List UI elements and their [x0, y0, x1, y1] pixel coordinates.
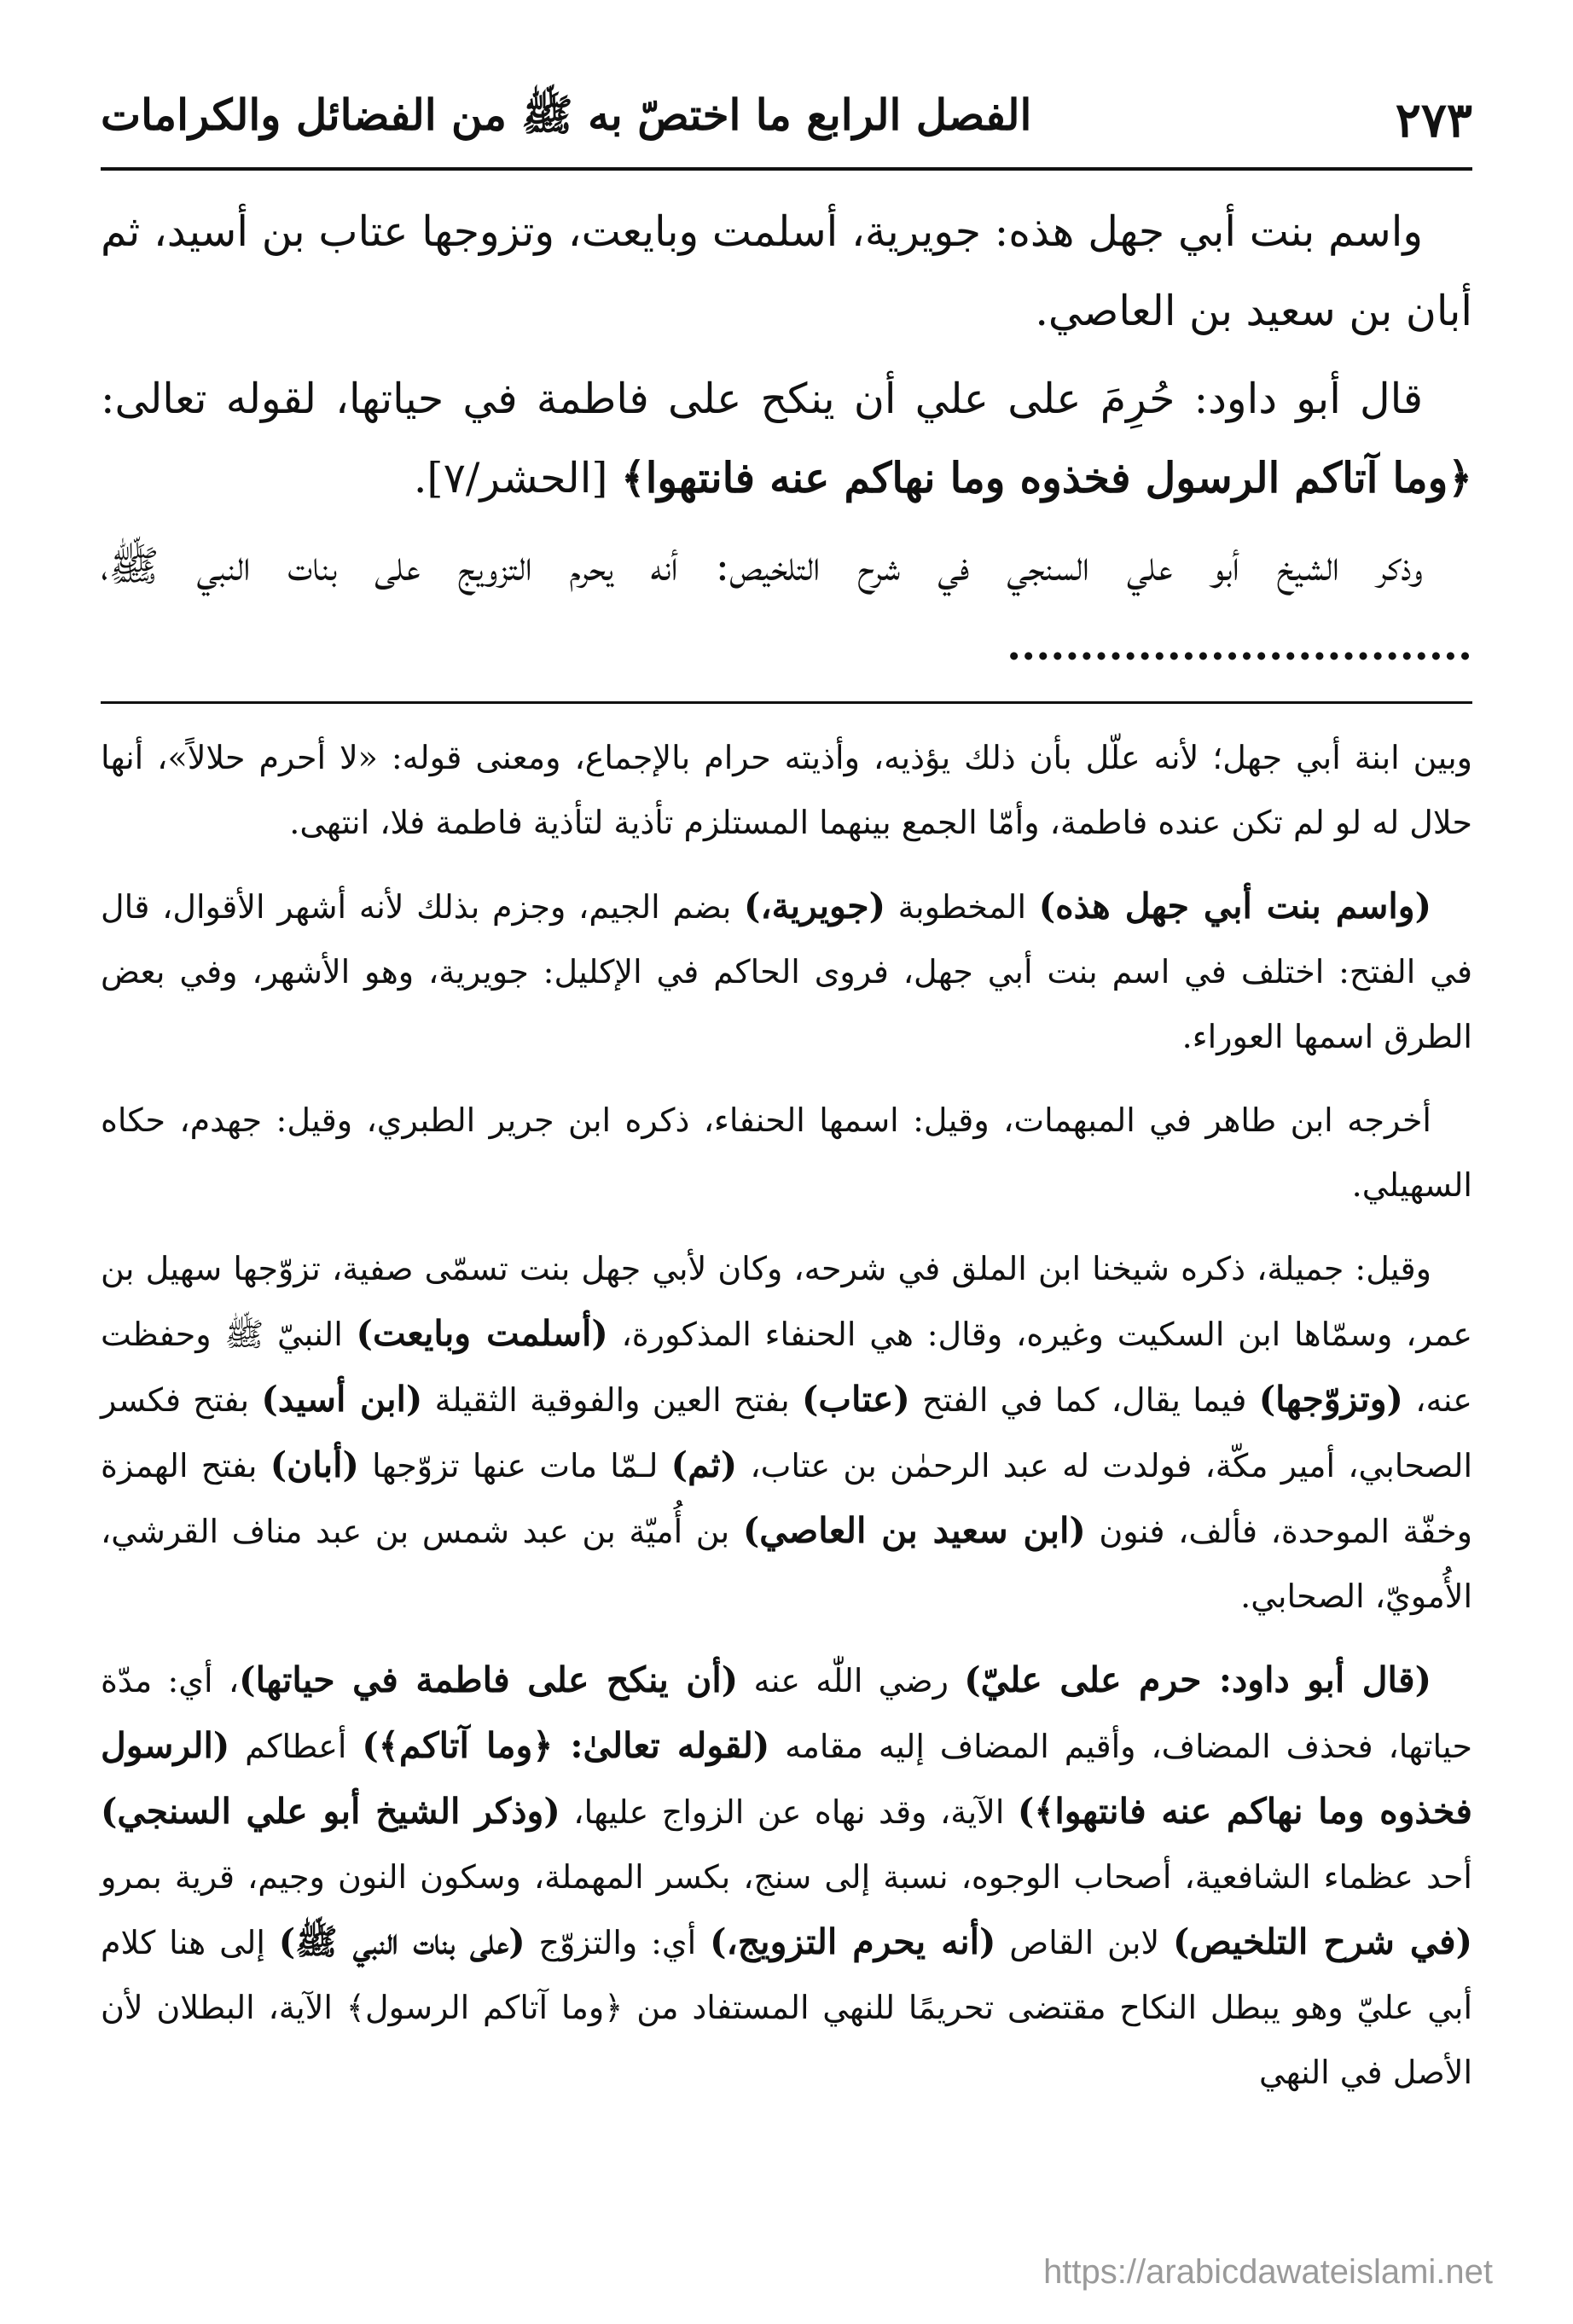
- matn-quote: (لقوله تعالىٰ: ﴿وما آتاكم﴾): [362, 1725, 770, 1766]
- commentary-paragraph: [101, 874, 1472, 1069]
- matn-quote: (أن ينكح على فاطمة في حياتها): [239, 1659, 739, 1700]
- commentary-run: بفتح فكسر الصحابي، أمير مكّة، فولدت له عبد الرحمٰن بن عتاب،: [101, 1381, 1473, 1484]
- commentary-run: أخرجه ابن طاهر في المبهمات، وقيل: اسمها الحنفاء، ذكره ابن جرير الطبري، وقيل: جهدم، حكاه السهيلي.: [101, 1101, 1472, 1204]
- verse-reference: [الحشر/٧].: [413, 454, 608, 503]
- matn-quote: (جويرية،): [743, 886, 885, 927]
- commentary-run: بفتح العين والفوقية الثقيلة: [422, 1381, 803, 1419]
- footnote-separator: [101, 701, 1472, 704]
- matn-quote: (ابن أسيد): [261, 1379, 423, 1420]
- commentary-paragraph: [101, 1088, 1472, 1217]
- commentary-paragraph: [101, 1647, 1472, 2105]
- commentary-run: بضم الجيم، وجزم بذلك لأنه أشهر الأقوال، قال في الفتح: اختلف في اسم بنت أبي جهل، فروى الحاكم في الإكليل: جويرية، وهو الأشهر، وفي بعض الطرق اسمها العوراء.: [101, 888, 1472, 1055]
- commentary-run: الآية، وقد نهاه عن الزواج عليها،: [560, 1793, 1018, 1831]
- matn-paragraph: [101, 359, 1472, 518]
- matn-text: وذكر الشيخ أبو علي السنجي في شرح التلخيص: أنه يحرم التزويج على بنات النبي ﷺ،: [101, 542, 1423, 590]
- commentary-run: وبين ابنة أبي جهل؛ لأنه علّل بأن ذلك يؤذيه، وأذيته حرام بالإجماع، ومعنى قوله: «لا أحرم حلالاً»، أنها حلال له لو لم تكن عنده فاطمة، وأمّا الجمع بينهما المستلزم تأذية لتأذية فاطمة فلا، انتهى.: [101, 739, 1472, 841]
- commentary-run: ، أي: مدّة حياتها، فحذف المضاف، وأقيم المضاف إليه مقامه: [101, 1662, 1472, 1765]
- commentary-run: فيما يقال، كما في الفتح: [909, 1381, 1259, 1419]
- commentary-text: [101, 725, 1472, 2124]
- commentary-run: وقيل: جميلة، ذكره شيخنا ابن الملق في شرحه، وكان لأبي جهل بنت تسمّى صفية، تزوّجها سهيل بن عمر، وسمّاها ابن السكيت وغيره، وقال: هي الحنفاء المذكورة،: [101, 1250, 1473, 1353]
- commentary-paragraph: [101, 725, 1472, 855]
- matn-quote: (أنه يحرم التزويج،): [710, 1921, 996, 1962]
- matn-quote: (أسلمت وبايعت): [356, 1313, 608, 1354]
- matn-quote: (على بنات النبي ﷺ): [278, 1921, 525, 1962]
- commentary-run: لـمّا مات عنها تزوّجها: [358, 1447, 671, 1484]
- matn-text: واسم بنت أبي جهل هذه: جويرية، أسلمت وبايعت، وتزوجها عتاب بن أسيد، ثم أبان بن سعيد بن العاصي.: [101, 207, 1472, 335]
- watermark-url: https://arabicdawateislami.net: [1043, 2253, 1493, 2291]
- matn-quote: (وذكر الشيخ أبو علي السنجي): [101, 1791, 560, 1832]
- matn-quote: (الرسول فخذوه وما نهاكم عنه فانتهوا﴾): [101, 1725, 1472, 1832]
- matn-quote: (قال أبو داود: حرم على عليّ): [964, 1659, 1431, 1700]
- matn-quote: (ثم): [670, 1444, 738, 1485]
- continuation-dots: ................................: [1007, 620, 1472, 670]
- commentary-run: رضي اللّٰه عنه: [738, 1662, 965, 1699]
- page-number: ٢٧٣: [1395, 92, 1472, 148]
- matn-paragraph: [101, 192, 1472, 351]
- commentary-run: بن أُميّة بن عبد شمس بن عبد مناف القرشي، الأُمويّ، الصحابي.: [101, 1513, 1472, 1615]
- matn-quote: (أبان): [270, 1444, 359, 1485]
- commentary-run: المخطوبة: [885, 888, 1039, 926]
- matn-quote: (واسم بنت أبي جهل هذه): [1038, 886, 1431, 927]
- running-title: الفصل الرابع ما اختصّ به ﷺ من الفضائل والكرامات: [101, 90, 1032, 140]
- quran-verse: ﴿وما آتاكم الرسول فخذوه وما نهاكم عنه فانتهوا﴾: [621, 453, 1472, 503]
- commentary-paragraph: [101, 1236, 1472, 1629]
- commentary-run: أي: والتزوّج: [525, 1924, 711, 1961]
- commentary-run: أحد عظماء الشافعية، أصحاب الوجوه، نسبة إلى سنج، بكسر المهملة، وسكون النون وجيم، قرية بمرو: [101, 1858, 1472, 1896]
- commentary-run: بفتح الهمزة وخفّة الموحدة، فألف، فنون: [101, 1447, 1472, 1550]
- header-rule: [101, 167, 1472, 171]
- matn-quote: (ابن سعيد بن العاصي): [742, 1510, 1086, 1551]
- commentary-run: لابن القاص: [995, 1924, 1174, 1961]
- matn-paragraph: [101, 526, 1472, 685]
- matn-quote: (في شرح التلخيص): [1173, 1921, 1473, 1962]
- matn-quote: (عتاب): [802, 1379, 910, 1420]
- main-text: [101, 192, 1472, 685]
- commentary-run: النبيّ ﷺ وحفظت عنه،: [101, 1316, 1472, 1419]
- page-header: [101, 82, 1472, 159]
- commentary-run: إلى هنا كلام أبي عليّ وهو يبطل النكاح مقتضى تحريمًا للنهي المستفاد من ﴿وما آتاكم الرسول﴾ الآية، البطلان لأن الأصل في النهي: [101, 1924, 1472, 2091]
- commentary-run: أعطاكم: [229, 1728, 363, 1765]
- matn-quote: (وتزوّجها): [1258, 1379, 1403, 1420]
- matn-text: قال أبو داود: حُرِمَ على علي أن ينكح على فاطمة في حياتها، لقوله تعالى:: [101, 375, 1423, 423]
